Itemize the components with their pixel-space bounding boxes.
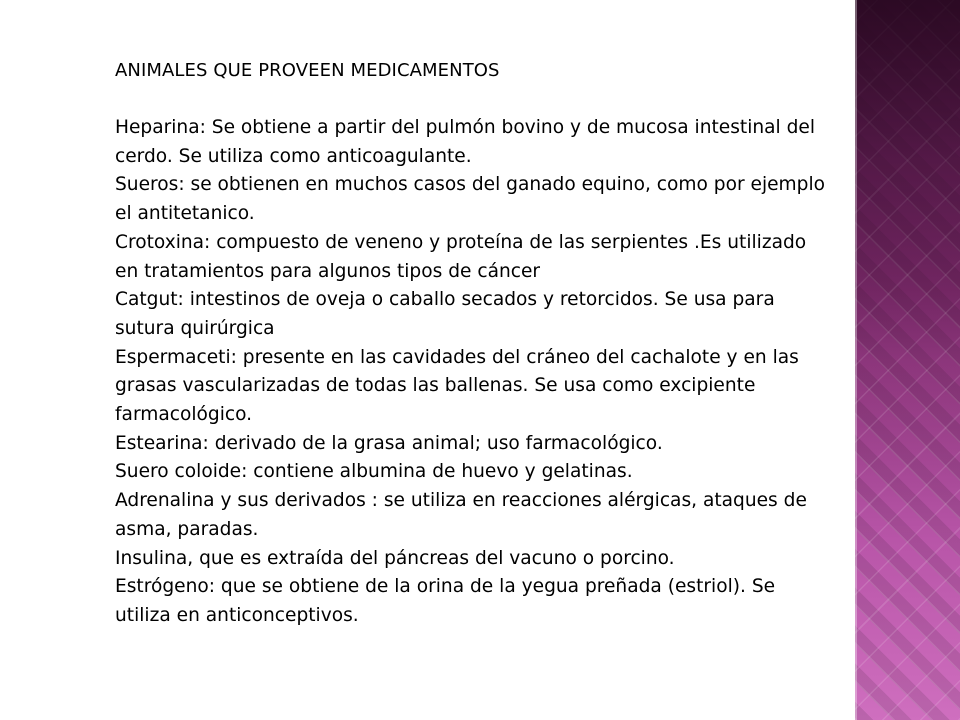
- paragraph-estrogeno: Estrógeno: que se obtiene de la orina de la yegua preñada (estriol). Se utiliza en anticonceptivos.: [115, 576, 776, 626]
- paragraph-heparina: Heparina: Se obtiene a partir del pulmón bovino y de mucosa intestinal del cerdo. Se utiliza como anticoagulante.: [115, 117, 816, 167]
- paragraph-estearina: Estearina: derivado de la grasa animal; uso farmacológico.: [115, 432, 663, 454]
- decorative-band-edge: [855, 0, 857, 720]
- paragraph-suero-coloide: Suero coloide: contiene albumina de huevo y gelatinas.: [115, 461, 633, 483]
- slide-body: [115, 114, 835, 631]
- paragraph-insulina: Insulina, que es extraída del páncreas del vacuno o porcino.: [115, 547, 675, 569]
- decorative-side-band: [855, 0, 960, 720]
- paragraph-adrenalina: Adrenalina y sus derivados : se utiliza en reacciones alérgicas, ataques de asma, paradas.: [115, 490, 807, 540]
- paragraph-sueros: Sueros: se obtienen en muchos casos del ganado equino, como por ejemplo el antitetanico.: [115, 174, 826, 225]
- paragraph-espermaceti: Espermaceti: presente en las cavidades del cráneo del cachalote y en las grasas vascularizadas de todas las ballenas. Se usa como excipiente farmacológico.: [115, 346, 799, 426]
- paragraph-crotoxina: Crotoxina: compuesto de veneno y proteína de las serpientes .Es utilizado en tratamientos para algunos tipos de cáncer: [115, 231, 807, 282]
- paragraph-catgut: Catgut: intestinos de oveja o caballo secados y retorcidos. Se usa para sutura quirúrgica: [115, 289, 775, 339]
- slide-title: ANIMALES QUE PROVEEN MEDICAMENTOS: [115, 60, 500, 81]
- slide-content: [115, 56, 835, 631]
